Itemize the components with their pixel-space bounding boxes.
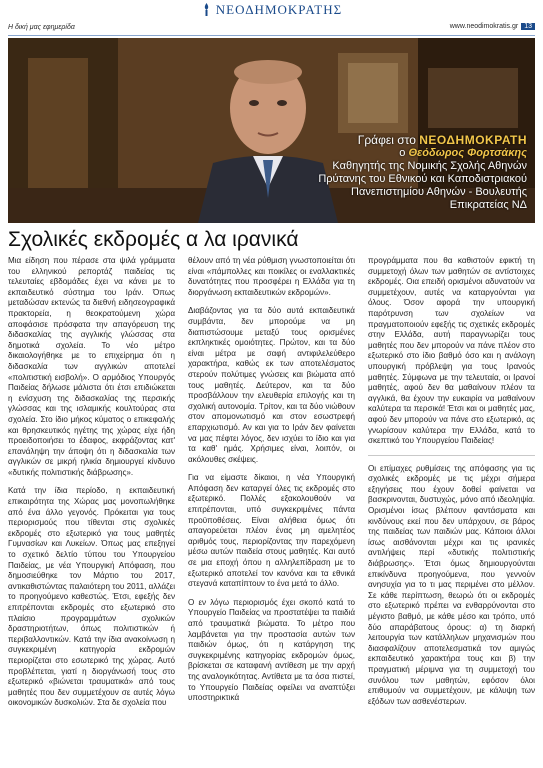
paragraph: Διαβάζοντας για τα δύο αυτά εκπαιδευτικά συμβάντα, δεν μπορούμε να μη διαπιστώσουμε μεταξύ τους ορισμένες εκπληκτικές ομοιότητες. Πρώτον, και τα δύο είναι μέτρα με σαφή αντιφιλελεύθερο χαρακτήρα, καθώς εκ των αποτελέσματος στερούν πολύτιμες γνώσεις και βιώματα από τους μαθητές. Δεύτερον, και τα δύο προσβάλλουν την ελευθερία επιλογής και τη σχολική αυτονομία. Τρίτον, και τα δύο νιώθουν στον απομονωτισμό και στον εσωστρεφή επαρχιωτισμό. Αν και για το Ιράν δεν φαίνεται να μας πέφτει λόγος, δεν ισχύει το ίδιο και για τα καθ' ημάς. Χρήσιμες είναι, λοιπόν, οι ακόλουθες σκέψεις. <box>188 306 355 464</box>
paragraph: προγράμματα που θα καθιστούν εφικτή τη συμμετοχή όλων των μαθητών σε αντίστοιχες εκδρομές. Οια επειδή ορισμένοι αδυνατούν να συμμετέχουν, αυτές να καταργούνται για όλους. Όσον αφορά την υπουργική παρότρυνση των σχολείων να πραγματοποιούν εφεξής τις σχετικές εκδρομές στην Ελλάδα, αυτή παραγνωρίζει τους μαθητές που δεν μπορούν να πάνε πλέον στο εξωτερικό στο ίδιο βαθμό όσο και η ανάλογη υπουργική πρόβλεψη για τους Ιρανούς μαθητές. Σύμφωνα με την τελευταία, οι Ιρανοί μαθητές, αφού δεν θα μαθαίνουν πλέον τα αγγλικά, θα έχουν την ευκαιρία να μαθαίνουν καλύτερα τα περσικά! Έτσι και οι μαθητές μας, αφού δεν μπορούν να πάνε στο εξωτερικό, ας γνωρίσουν καλύτερα την Ελλάδα, κατά το σκεπτικό του Υπουργείου Παιδείας! <box>368 256 535 446</box>
paragraph: Κατά την ίδια περίοδο, η εκπαιδευτική επικαιρότητα της Χώρας μας μονοπωλήθηκε από ένα άλλο γεγονός. Πρόκειται για τους περιορισμούς που τίθενται στις σχολικές εκδρομές στο εξωτερικό για τους μαθητές Γυμνασίων και Λυκείων. Όπως μας επεξηγεί το σχετικό δελτίο τύπου του Υπουργείου Παιδείας, με νέα Υπουργική Απόφαση, που δημοσιεύθηκε τον Μάρτιο του 2017, αντικαθιστώντας παλαιότερη του 2011, αλλάζει το προηγούμενο καθεστώς. Έτσι, εφεξής δεν επιτρέπονται εκδρομές στο εξωτερικό στο πλαίσιο προγραμμάτων σχολικών δραστηριοτήτων, όπως πολιτιστικών ή περιβαλλοντικών. Κατά την ίδια ανακοίνωση η συγκεκριμένη κατηγορία εκδρομών περιορίζεται στο εσωτερικό της χώρας. Αυτό προβλέπεται, γιατί η διοργάνωσή τους στο εξωτερικό «βιώνεται τραυματικά» από τους μαθητές που δεν συμμετέχουν σε αυτές λόγω οικονομικών δυσκολιών. Στα δε σχολεία που <box>8 486 175 708</box>
masthead <box>0 0 543 31</box>
paragraph: Οι επίμαχες ρυθμίσεις της απόφασης για τις σχολικές εκδρομές με τις μέχρι σήμερα εξηγήσεις που έχουν δοθεί φαίνεται να βασκρινονται, δυστυχώς, μόνο από ιδεοληψία. Ορισμένοι ίσως βλέπουν φαντάσματα και κινδύνους εκεί που δεν υπάρχουν, σε βάρος της παιδείας των παιδιών μας. Κάποιοι άλλοι ίσως αισθάνονται μέχρι και τις ιρανικές αντιλήψεις περί «δυτικής πολιτιστικής διάβρωσης». Έτσι όμως δημιουργούνται επικίνδυνα προηγούμενα, που γεννούν ανησυχία για το τι μας περιμένει στο μέλλον. Σε κάθε περίπτωση, θεωρώ ότι οι εκδρομές στο εξωτερικό πρέπει να ενθαρρύνονται στο μέγιστο βαθμό, με κάθε μέσο και τρόπο, υπό δύο απαράβατους όρους: α) τη διαρκή λειτουργία των κατάλληλων μηχανισμών που διασφαλίζουν αποτελεσματικά τον αμιγώς εκπαιδευτικό χαρακτήρα τους και β) την πραγματική μέριμνα για τη συμμετοχή του συνόλου των μαθητών, εφόσον όλοι επιθυμούν να συμμετέχουν, με κάλυψη των εξόδων των ασθενέστερων. <box>368 463 535 706</box>
author-title-2: Πρύτανης του Εθνικού και Καποδιστριακού <box>318 173 527 185</box>
article-headline: Σχολικές εκδρομές α λα ιρανικά <box>8 228 299 251</box>
tagline: Η δική μας εφημερίδα <box>8 24 75 31</box>
paragraph: θέλουν από τη νέα ρύθμιση γνωστοποιείται ότι είναι «πάμπολλες και ποικίλες οι εναλλακτικές δυνατότητες που προσφέρει η Ελλάδα για τη διοργάνωση εκπαιδευτικών εκδρομών». <box>188 256 355 297</box>
paragraph: Ο εν λόγω περιορισμός έχει σκοπό κατά το Υπουργείο Παιδείας να προστατέψει τα παιδιά από τραυματικά βιώματα. Το μέτρο που λαμβάνεται για την προστασία αυτών των παιδιών όμως, ότι η κατάργηση της συγκεκριμένης κατηγορίας εκδρομών όμως, βρίσκεται σε καταφανή αντίθεση με την αρχή της αναλογικότητας. Αντίθετα με τα όσα πιστεί, το Υπουργείο Παιδείας οφείλει να αναπτύξει υποστηρικτικά <box>188 597 355 703</box>
paragraph: Μια είδηση που πέρασε στα ψιλά γράμματα του ελληνικού ρεπορτάζ παιδείας τις τελευταίες εβδομάδες έχει να κάνει με το εκπαιδευτικό σύστημα του Ιράν. Όπως μεταδώσαν εκτενώς τα διεθνή ειδησεογραφικά πρακτορεία, η θεοκρατούμενη χώρα αποφάσισε πρόσφατα την απαγόρευση της διδασκαλίας της αγγλικής γλώσσας στα δημοτικά σχολεία. Το νέο μέτρο δικαιολογήθηκε με το επιχείρημα ότι η διδασκαλία των αγγλικών αποτελεί «πολιτιστική εισβολή». Ο αρμόδιος Υπουργός Παιδείας δήλωσε μάλιστα ότι έτσι επιδιώκεται η ενίσχυση της διδασκαλίας της περσικής γλώσσας και της ισλαμικής κουλτούρας στα σχολεία. Στο ίδιο μήκος κύματος ο επικεφαλής και θρησκευτικός ηγέτης της χώρας είχε ήδη προειδοποιήσει το έδαφος, εκφράζοντας κατ' επανάληψη την άποψη ότι η διδασκαλία των αγγλικών σε μικρή ηλικία δημιουργεί κίνδυνο «δυτικής πολιτιστικής διάβρωσης». <box>8 256 175 477</box>
article-body <box>8 256 535 762</box>
author-caption <box>227 134 527 212</box>
site-url[interactable]: www.neodimokratis.gr <box>449 23 519 30</box>
page-number: 13 <box>521 23 535 30</box>
caption-brand: ΝΕΟΔΗΜΟΚΡΑΤΗ <box>419 133 527 147</box>
author-prefix: ο <box>399 147 409 159</box>
logo-text: ΝΕΟΔΗΜΟΚΡΑΤΗΣ <box>215 2 343 17</box>
site-info <box>450 23 535 30</box>
author-name: Θεόδωρος Φορτσάκης <box>408 147 527 159</box>
torch-emblem-icon <box>201 3 212 16</box>
author-title-3: Πανεπιστημίου Αθηνών - Βουλευτής <box>351 186 527 198</box>
article-column-1 <box>8 256 175 717</box>
author-title-1: Καθηγητής της Νομικής Σχολής Αθηνών <box>332 160 527 172</box>
article-column-3 <box>368 256 535 715</box>
section-divider <box>368 455 535 456</box>
paragraph: Για να είμαστε δίκαιοι, η νέα Υπουργική Απόφαση δεν καταργεί όλες τις εκδρομές στο εξωτερικό. Πολλές εξακολουθούν να επιτρέπονται, υπό συγκεκριμένες πάντα προϋποθέσεις. Είναι αλήθεια όμως ότι απαγορεύεται πλέον ένας μη αμελητέος αριθμός τους, περιορίζοντας την παρεχόμενη μέσω αυτών παιδεία στους μαθητές. Και αυτό σε μια εποχή όπου η αλληλεπίδραση με το εξωτερικό αποτελεί τον κανόνα και τα εθνικά στεγανά καταπίπτουν το ένα μετά το άλλο. <box>188 473 355 589</box>
header-bar <box>8 24 535 36</box>
newspaper-logo[interactable] <box>0 2 543 18</box>
article-column-2 <box>188 256 355 712</box>
hero-photo <box>8 38 535 223</box>
caption-prefix: Γράφει στο <box>357 133 420 147</box>
author-title-4: Επικρατείας ΝΔ <box>449 199 527 211</box>
